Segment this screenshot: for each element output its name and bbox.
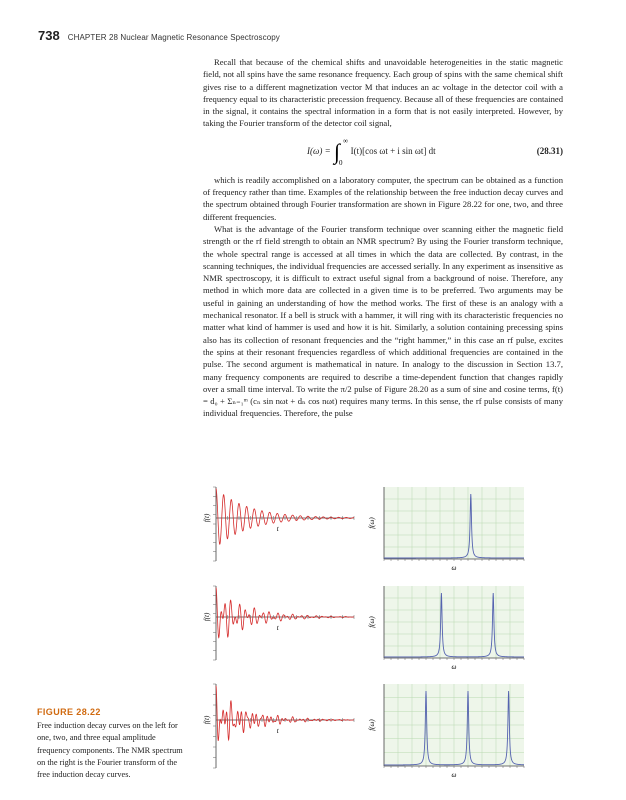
fid-t-label: t	[276, 624, 279, 632]
fid-curve	[216, 686, 354, 741]
fid-y-label: f(t)	[203, 612, 211, 622]
fid-plot-1	[200, 483, 362, 573]
equation-28-31	[203, 138, 563, 164]
chapter-title: CHAPTER 28 Nuclear Magnetic Resonance Spectroscopy	[67, 33, 280, 42]
page-number: 738	[38, 28, 60, 43]
equation-rhs: I(t)[cos ωt + i sin ωt] dt	[350, 145, 436, 156]
equation-number: (28.31)	[536, 145, 563, 156]
spectrum-w-label: ω	[451, 771, 457, 779]
spectrum-y-label: f(ω)	[368, 616, 376, 628]
fid-curve	[216, 588, 354, 638]
paragraph-2: which is readily accomplished on a laboratory computer, the spectrum can be obtained as a function of frequency rather than time. Examples of the relationship between the free induction decay curves and the spectrum obtained through Fourier transformation are shown in Figure 28.22 for one, two, and three different frequencies.	[203, 174, 563, 222]
fid-y-label: f(t)	[203, 513, 211, 523]
spectrum-w-label: ω	[451, 564, 457, 572]
integral-sign	[331, 136, 351, 166]
fid-t-label: t	[276, 525, 279, 533]
spectrum-w-label: ω	[451, 663, 457, 671]
fid-y-label: f(t)	[203, 715, 211, 725]
integral-upper-limit: ∞	[342, 136, 348, 145]
figure-title: FIGURE 28.22	[37, 707, 101, 717]
body-text	[203, 56, 563, 420]
equation-lhs: I(ω) =	[307, 145, 331, 156]
fid-plot-2	[200, 582, 362, 672]
spectrum-y-label: f(ω)	[368, 719, 376, 731]
spectrum-plot-1	[362, 483, 530, 573]
spectrum-plot-3	[362, 680, 530, 780]
paragraph-1: Recall that because of the chemical shifts and unavoidable heterogeneities in the static magnetic field, not all spins have the same resonance frequency. Each group of spins with the same chemical shift gives rise to a different magnetization vector M that induces an ac voltage in the detector coil with a frequency equal to its characteristic precession frequency. Because all of these frequencies are contained in the signal, it contains the spectral information in a form that is not easily interpreted. However, by taking the Fourier transform of the detector coil signal,	[203, 57, 563, 129]
figure-caption-text: Free induction decay curves on the left for one, two, and three equal amplitude frequency components. The NMR spectrum on the right is the Fourier transform of the free induction decay curves.	[37, 721, 183, 780]
spectrum-y-label: f(ω)	[368, 517, 376, 529]
fid-plot-3	[200, 680, 362, 780]
fid-t-label: t	[276, 727, 279, 735]
spectrum-plot-2	[362, 582, 530, 672]
figure-caption	[37, 706, 185, 781]
page-header	[38, 28, 280, 42]
svg-text:∫: ∫	[333, 138, 340, 164]
integral-lower-limit: 0	[338, 158, 343, 166]
paragraph-3: What is the advantage of the Fourier transform technique over scanning either the magnetic field strength or the rf field strength to obtain an NMR spectrum? By using the Fourier transform technique, the whole spectral range is accessed at all times in which the data are collected. By contrast, in the scanning techniques, the individual frequencies are accessed serially. In any experiment as insensitive as NMR spectroscopy, it is difficult to extract useful signal from a background of noise. Therefore, any method in which more data are collected in a given time is to be preferred. Two arguments may be useful in gaining an understanding of how the method works. The first of these is an analogy with a mechanical resonator. If a bell is struck with a hammer, it will ring with its characteristic frequencies no matter what kind of hammer is used and how it is hit. Similarly, a solution containing precessing spins also has its collection of resonant frequencies and the “right hammer,” in this case an rf pulse, excites the spins at their resonant frequencies regardless of which additional frequencies are contained in the pulse. The second argument is mathematical in nature. In analogy to the discussion in Section 13.7, many frequency components are required to describe a time-dependent function that changes rapidly over a small time interval. To write the π/2 pulse of Figure 28.20 as a sum of sine and cosine terms, f(t) = d₀ + Σₙ₌₁ᵐ (cₙ sin nωt + dₙ cos nωt) requires many terms. In this sense, the rf pulse consists of many individual frequencies. Therefore, the pulse	[203, 223, 563, 419]
